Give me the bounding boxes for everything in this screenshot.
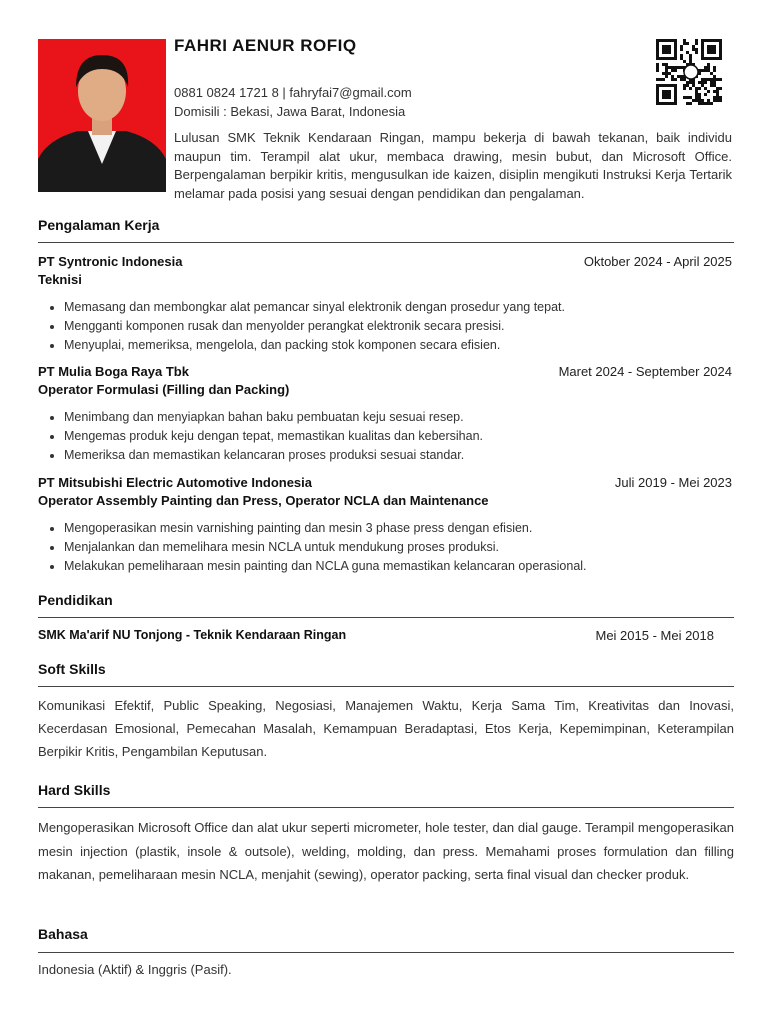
candidate-name: FAHRI AENUR ROFIQ xyxy=(174,36,357,55)
experience-role: Operator Assembly Painting dan Press, Operator NCLA dan Maintenance xyxy=(38,493,489,508)
experience-company: PT Mitsubishi Electric Automotive Indonesia xyxy=(38,475,313,490)
experience-role: Teknisi xyxy=(38,272,82,287)
section-title-education: Pendidikan xyxy=(38,592,113,608)
education-period: Mei 2015 - Mei 2018 xyxy=(595,628,714,643)
section-divider xyxy=(38,807,734,808)
soft-skills-text: Komunikasi Efektif, Public Speaking, Negosiasi, Manajemen Waktu, Kerja Sama Tim, Kreativitas dan Inovasi, Kecerdasan Emosional, Pemecahan Masalah, Kemampuan Beradaptasi, Etos Kerja, Kepemimpinan, Keterampilan Berpikir Kritis, Pengambilan Keputusan. xyxy=(38,698,734,759)
experience-period: Maret 2024 - September 2024 xyxy=(558,364,732,379)
section-divider xyxy=(38,952,734,953)
experience-bullets xyxy=(38,408,483,465)
section-title-soft-skills: Soft Skills xyxy=(38,661,106,677)
section-title-experience: Pengalaman Kerja xyxy=(38,217,160,233)
list-item: • Menyuplai, memeriksa, mengelola, dan packing stok komponen secara efisien. xyxy=(64,336,565,355)
languages-text: Indonesia (Aktif) & Inggris (Pasif). xyxy=(38,962,232,977)
profile-summary: Lulusan SMK Teknik Kendaraan Ringan, mampu bekerja di bawah tekanan, baik individu maupun tim. Terampil alat ukur, membaca drawing, mesin bubut, dan Microsoft Office. Berpengalaman berpikir kritis, mengusulkan ide kaizen, disiplin mengikuti Instruksi Kerja Tertarik melamar pada posisi yang sesuai dengan pendidikan dan pengalaman. xyxy=(174,130,732,201)
experience-period: Juli 2019 - Mei 2023 xyxy=(614,475,732,490)
qr-code-icon xyxy=(654,38,728,106)
section-divider xyxy=(38,242,734,243)
section-divider xyxy=(38,686,734,687)
list-item: • Memasang dan membongkar alat pemancar sinyal elektronik dengan prosedur yang tepat. xyxy=(64,298,565,317)
experience-bullets xyxy=(38,298,565,355)
profile-photo xyxy=(38,39,166,192)
list-item: • Melakukan pemeliharaan mesin painting dan NCLA guna memastikan kelancaran operasional. xyxy=(64,557,587,576)
section-title-languages: Bahasa xyxy=(38,926,88,942)
person-photo-icon xyxy=(38,39,166,192)
section-title-hard-skills: Hard Skills xyxy=(38,782,111,798)
contact-info: 0881 0824 1721 8 | fahryfai7@gmail.com xyxy=(174,85,412,100)
hard-skills-text: Mengoperasikan Microsoft Office dan alat ukur seperti micrometer, hole tester, dan dial gauge. Terampil mengoperasikan mesin injection (plastik, insole & outsole), welding, molding, dan press. Memahami proses formulation dan filling makanan, pemeliharaan mesin NCLA, menjahit (sewing), operator packing, serta final visual dan checker produk. xyxy=(38,820,734,882)
list-item: • Mengoperasikan mesin varnishing painting dan mesin 3 phase press dengan efisien. xyxy=(64,519,587,538)
experience-period: Oktober 2024 - April 2025 xyxy=(583,254,732,269)
domicile: Domisili : Bekasi, Jawa Barat, Indonesia xyxy=(174,104,406,119)
education-school: SMK Ma'arif NU Tonjong - Teknik Kendaraan Ringan xyxy=(38,628,347,642)
experience-company: PT Syntronic Indonesia xyxy=(38,254,183,269)
section-divider xyxy=(38,617,734,618)
experience-company: PT Mulia Boga Raya Tbk xyxy=(38,364,189,379)
list-item: • Menjalankan dan memelihara mesin NCLA untuk mendukung proses produksi. xyxy=(64,538,587,557)
list-item: • Mengemas produk keju dengan tepat, memastikan kualitas dan kebersihan. xyxy=(64,427,483,446)
list-item: • Mengganti komponen rusak dan menyolder perangkat elektronik secara presisi. xyxy=(64,317,565,336)
list-item: • Menimbang dan menyiapkan bahan baku pembuatan keju sesuai resep. xyxy=(64,408,483,427)
list-item: • Memeriksa dan memastikan kelancaran proses produksi sesuai standar. xyxy=(64,446,483,465)
experience-role: Operator Formulasi (Filling dan Packing) xyxy=(38,382,290,397)
experience-bullets xyxy=(38,519,587,576)
